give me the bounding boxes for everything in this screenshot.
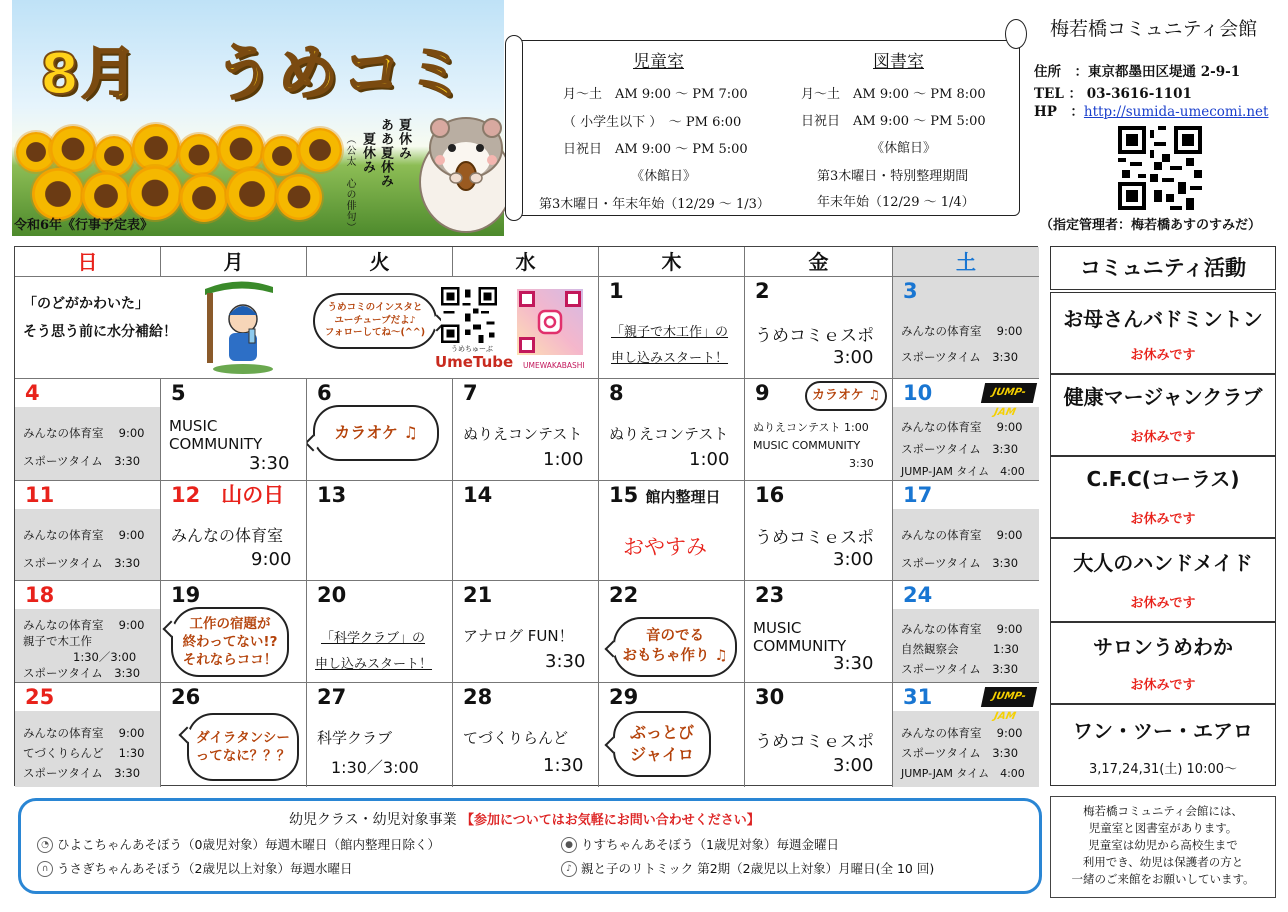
day-number: 28 <box>453 683 598 711</box>
maintenance-day-tag: 館内整理日 <box>645 488 721 506</box>
event-text: みんなの体育室 9:00 <box>901 420 1023 434</box>
children-closed-days: 第3木曜日・年末年始（12/29 ～ 1/3） <box>539 197 770 212</box>
sunflower-image <box>32 168 84 220</box>
bubble-tail <box>179 727 196 744</box>
poem-line-3: 夏休み <box>360 132 375 174</box>
boy-drinking-icon <box>201 279 277 375</box>
day-27 <box>307 683 453 787</box>
event-text: みんなの体育室 9:00 <box>23 528 145 542</box>
sunflower-image <box>132 124 180 172</box>
qr-code-icon[interactable] <box>1118 126 1202 210</box>
library-hours-line: 月～土 AM 9:00 ～ PM 8:00 <box>801 87 986 102</box>
day-3 <box>893 277 1039 379</box>
event-title: カラオケ ♫ <box>812 388 880 404</box>
infant-item-text: ひよこちゃんあそぼう（0歳児対象）毎週木曜日（館内整理日除く） <box>57 837 440 852</box>
event-title: MUSIC <box>169 417 218 435</box>
event-title: ぬりえコンテスト <box>463 425 583 443</box>
note-line: 児童室と図書室があります。 <box>1088 821 1238 835</box>
day-12 <box>161 481 307 581</box>
sunflower-image <box>94 136 134 176</box>
day-9 <box>745 379 893 481</box>
jump-jam-badge: JUMP-JAM <box>981 383 1037 403</box>
event-time: 1:30／3:00 <box>331 758 419 777</box>
sunflower-image <box>226 168 278 220</box>
day-13 <box>307 481 453 581</box>
event-time: 3:00 <box>833 347 874 368</box>
day-17 <box>893 481 1039 581</box>
weekday-monday: 月 <box>161 247 307 277</box>
library-closed-days: 年末年始（12/29 ～ 1/4） <box>817 195 975 210</box>
event-text: スポーツタイム 3:30 <box>23 766 141 780</box>
library-title: 図書室 <box>873 52 924 72</box>
event-text: スポーツタイム 3:30 <box>23 454 141 468</box>
gyro-bubble <box>613 711 711 777</box>
day-number: 14 <box>453 481 598 509</box>
day-21 <box>453 581 599 683</box>
bubble-tail <box>605 737 622 754</box>
aerobics-schedule: 3,17,24,31(土) 10:00～ <box>1088 762 1238 777</box>
org-hp-label: HP ： <box>1034 104 1084 120</box>
infant-item-text: うさぎちゃんあそぼう（2歳児以上対象）毎週水曜日 <box>57 861 353 876</box>
note-line: 梅若橋コミュニティ会館には、 <box>1083 804 1243 818</box>
event-time: 9:00 <box>251 549 292 570</box>
event-text: スポーツタイム 3:30 <box>23 556 141 570</box>
day-2 <box>745 277 893 379</box>
weekday-wednesday: 水 <box>453 247 599 277</box>
follow-us-line: うめコミのインスタと <box>327 301 423 313</box>
org-hp-link[interactable]: http://sumida-umecomi.net <box>1083 104 1269 120</box>
bubble-tail <box>307 435 321 452</box>
event-text: 申し込みスタート！ <box>611 351 729 366</box>
event-text: みんなの体育室 9:00 <box>23 426 145 440</box>
event-title: うめコミｅスポ <box>755 326 874 346</box>
sound-toy-bubble <box>613 617 737 677</box>
event-text: JUMP-JAM タイム 4:00 <box>901 465 1025 478</box>
event-time: 3:30 <box>249 453 290 474</box>
activity-name: サロンうめわか <box>1093 635 1233 659</box>
manager-label: （指定管理者：梅若橋あすのすみだ） <box>1040 218 1262 233</box>
day-8 <box>599 379 745 481</box>
month-title: 8月 <box>40 42 139 107</box>
event-text: スポーツタイム 3:30 <box>901 746 1019 760</box>
day-14 <box>453 481 599 581</box>
event-title: アナログ FUN！ <box>463 627 574 645</box>
bubble-tail <box>605 641 622 658</box>
day-26 <box>161 683 307 787</box>
follow-us-bubble <box>313 293 437 349</box>
day-number: 13 <box>307 481 452 509</box>
day-number: 1 <box>599 277 744 305</box>
day-number: 3 <box>893 277 1039 305</box>
activity-status: お休みです <box>1130 348 1196 363</box>
sunflower-image <box>218 126 264 172</box>
event-time: 1:30／3:00 <box>73 650 137 664</box>
day-24 <box>893 581 1039 683</box>
follow-us-line: ユーチューブだよ♪ <box>334 314 416 326</box>
day-19 <box>161 581 307 683</box>
sunflower-image <box>178 134 220 176</box>
day-number: 7 <box>453 379 598 407</box>
day-11 <box>15 481 161 581</box>
hydration-line-2: そう思う前に水分補給！ <box>23 324 177 340</box>
day-number: 17 <box>893 481 1039 509</box>
event-time: 1:30 <box>543 755 584 776</box>
day-23 <box>745 581 893 683</box>
event-text: てづくりらんど 1:30 <box>23 746 145 760</box>
day-number: 12 山の日 <box>161 481 306 509</box>
day-30 <box>745 683 893 787</box>
facility-note <box>1050 796 1276 898</box>
activity-item <box>1050 704 1276 786</box>
day-6 <box>307 379 453 481</box>
closed-label: おやすみ <box>623 535 707 559</box>
activity-status: お休みです <box>1130 512 1196 527</box>
infant-classes-box <box>18 798 1042 894</box>
bubble-line: ってなに？？？ <box>195 748 291 764</box>
event-text: 自然観察会 1:30 <box>901 642 1019 656</box>
day-29 <box>599 683 745 787</box>
infant-note: 【参加についてはお気軽にお問い合わせください】 <box>461 813 760 828</box>
event-title: カラオケ ♫ <box>334 423 418 443</box>
day-number: 6 <box>307 379 452 407</box>
poem-line-2: ああ夏休み <box>378 118 393 188</box>
day-number: 20 <box>307 581 452 609</box>
event-text: みんなの体育室 9:00 <box>23 726 145 740</box>
day-number: 27 <box>307 683 452 711</box>
day-number: 11 <box>15 481 160 509</box>
weekday-tuesday: 火 <box>307 247 453 277</box>
event-time: 1:00 <box>543 449 584 470</box>
scroll-curl <box>1005 19 1027 49</box>
day-22 <box>599 581 745 683</box>
activity-status: お休みです <box>1130 596 1196 611</box>
activity-status: お休みです <box>1130 678 1196 693</box>
poem-line-1: 夏休み <box>396 118 411 160</box>
infant-item <box>561 835 839 854</box>
activity-status: お休みです <box>1130 430 1196 445</box>
weekday-sunday: 日 <box>15 247 161 277</box>
library-closed-label: 《休館日》 <box>871 141 937 156</box>
calendar <box>14 246 1038 786</box>
activity-name: 健康マージャンクラブ <box>1063 385 1263 409</box>
children-hours-line: 日祝日 AM 9:00 ～ PM 5:00 <box>563 142 748 157</box>
activity-item <box>1050 456 1276 538</box>
infant-item <box>37 835 440 854</box>
bubble-line: 工作の宿題が <box>189 615 271 632</box>
day-18 <box>15 581 161 683</box>
umecomi-title: うめコミ <box>214 39 470 109</box>
activity-item <box>1050 622 1276 704</box>
bubble-line: 音のでる <box>646 628 704 645</box>
bubble-line: 終わってない!? <box>182 633 278 650</box>
day-number: 21 <box>453 581 598 609</box>
jump-jam-badge: JUMP-JAM <box>981 687 1037 707</box>
panel-title: コミュニティ活動 <box>1050 246 1276 290</box>
org-tel: TEL ： 03-3616-1101 <box>1034 86 1192 102</box>
summer-notice <box>15 277 599 379</box>
event-title: うめコミｅスポ <box>755 528 874 548</box>
day-number: 29 <box>609 685 639 709</box>
day-number: 31 <box>893 683 1039 711</box>
opening-hours-scroll <box>510 40 1020 216</box>
event-title: MUSIC <box>753 619 802 637</box>
library-closed-days: 第3木曜日・特別整理期間 <box>817 169 969 184</box>
day-15 <box>599 481 745 581</box>
day-16 <box>745 481 893 581</box>
follow-us-line: フォローしてね～(^^) <box>324 327 426 339</box>
umetube-label: UmeTube <box>435 353 514 371</box>
org-hp <box>1034 100 1268 120</box>
haiku-poem <box>318 118 416 234</box>
instagram-qr-code-icon[interactable] <box>515 287 585 357</box>
day-number: 5 <box>161 379 306 407</box>
infant-item-text: りすちゃんあそぼう（1歳児対象）毎週金曜日 <box>581 837 839 852</box>
hydration-line-1: 「のどがかわいた」 <box>23 296 149 312</box>
squirrel-icon: ● <box>561 837 577 853</box>
day-28 <box>453 683 599 787</box>
event-text: 「親子で木工作」の <box>611 325 729 340</box>
day-number: 18 <box>15 581 160 609</box>
day-number: 30 <box>745 683 892 711</box>
event-text: MUSIC COMMUNITY <box>753 439 861 452</box>
bubble-line: ぶっとび <box>629 723 694 743</box>
day-number: 9 <box>755 381 770 405</box>
infant-title-text: 幼児クラス・幼児対象事業 <box>289 812 457 828</box>
scroll-curl <box>505 35 523 221</box>
event-title: COMMUNITY <box>753 637 847 655</box>
day-number: 16 <box>745 481 892 509</box>
note-line: 児童室は幼児から高校生まで <box>1088 838 1238 852</box>
hamster-icon <box>410 106 514 234</box>
event-title: てづくりらんど <box>463 729 569 747</box>
sunflower-image <box>262 136 302 176</box>
event-time: 3:30 <box>545 651 586 672</box>
day-number: 4 <box>15 379 160 407</box>
event-text: 「科学クラブ」の <box>321 631 426 646</box>
children-hours-line: 月～土 AM 9:00 ～ PM 7:00 <box>563 87 748 102</box>
bubble-line: ジャイロ <box>630 745 694 764</box>
sunflower-image <box>82 172 130 220</box>
event-text: 申し込みスタート！ <box>315 657 433 672</box>
event-text: スポーツタイム 3:30 <box>23 666 141 680</box>
event-title: ぬりえコンテスト <box>609 425 729 443</box>
activity-item <box>1050 374 1276 456</box>
activity-name: 大人のハンドメイド <box>1073 551 1253 575</box>
day-number: 10 <box>893 379 1039 407</box>
karaoke-bubble <box>805 381 887 411</box>
event-time: 3:30 <box>833 653 874 674</box>
event-text: スポーツタイム 3:30 <box>901 662 1019 676</box>
event-text: ぬりえコンテスト 1:00 <box>753 421 869 434</box>
weekday-friday: 金 <box>745 247 893 277</box>
org-address: 住所 ：東京都墨田区堤通 2-9-1 <box>1034 64 1241 80</box>
day-25 <box>15 683 161 787</box>
library-hours-line: 日祝日 AM 9:00 ～ PM 5:00 <box>801 114 986 129</box>
music-icon: ♪ <box>561 861 577 877</box>
note-line: 利用でき、幼児は保護者の方と <box>1082 855 1244 869</box>
infant-item-text: 親と子のリトミック 第2期（2歳児以上対象）月曜日(全 10 回) <box>581 861 935 876</box>
umetube-ruby: うめちゅーぶ <box>451 345 493 353</box>
sunflower-image <box>128 166 182 220</box>
event-title: うめコミｅスポ <box>755 732 874 752</box>
event-time: 3:00 <box>833 755 874 776</box>
day-number: 22 <box>609 583 639 607</box>
event-text: みんなの体育室 9:00 <box>901 324 1023 338</box>
event-text: スポーツタイム 3:30 <box>901 350 1019 364</box>
poem-author: （公太 心の俳句） <box>344 134 355 233</box>
infant-item <box>561 859 934 878</box>
reiwa-schedule-label: 令和6年《行事予定表》 <box>14 218 154 233</box>
infant-title <box>289 809 760 829</box>
instagram-id: UMEWAKABASHI <box>523 361 585 370</box>
bubble-line: ダイラタンシー <box>196 729 290 746</box>
day-number: 25 <box>15 683 160 711</box>
event-text: みんなの体育室 9:00 <box>901 528 1023 542</box>
day-1 <box>599 277 745 379</box>
event-text: スポーツタイム 3:30 <box>901 556 1019 570</box>
event-title: COMMUNITY <box>169 435 263 453</box>
bubble-line: おもちゃ作り ♫ <box>622 648 728 664</box>
karaoke-bubble <box>313 405 439 461</box>
day-number-value: 15 <box>609 483 639 507</box>
event-title: みんなの体育室 <box>171 526 284 545</box>
infant-item <box>37 859 352 878</box>
bubble-line: それならココ！ <box>182 652 278 669</box>
org-name: 梅若橋コミュニティ会館 <box>1050 18 1258 40</box>
day-4 <box>15 379 161 481</box>
event-time: 3:30 <box>849 457 874 470</box>
children-hours-line: （ 小学生以下 ） ～ PM 6:00 <box>563 115 742 130</box>
rabbit-icon: ∩ <box>37 861 53 877</box>
day-number <box>599 481 744 509</box>
activity-item <box>1050 292 1276 374</box>
dilatancy-bubble <box>187 713 299 781</box>
day-number: 19 <box>171 583 201 607</box>
community-activities-panel <box>1050 246 1276 786</box>
bubble-tail <box>163 621 180 638</box>
activity-name: お母さんバドミントン <box>1063 307 1263 331</box>
sunflower-image <box>50 126 96 172</box>
day-number: 8 <box>599 379 744 407</box>
event-text: みんなの体育室 9:00 <box>23 618 145 632</box>
day-7 <box>453 379 599 481</box>
event-text: 親子で木工作 <box>23 634 92 648</box>
activity-name: C.F.C(コーラス) <box>1086 467 1240 491</box>
day-20 <box>307 581 453 683</box>
youtube-qr-code-icon[interactable] <box>441 287 497 343</box>
day-number: 2 <box>745 277 892 305</box>
children-closed-label: 《休館日》 <box>631 169 697 184</box>
weekday-thursday: 木 <box>599 247 745 277</box>
event-text: みんなの体育室 9:00 <box>901 622 1023 636</box>
event-text: スポーツタイム 3:30 <box>901 442 1019 456</box>
chick-icon: ◔ <box>37 837 53 853</box>
sunflower-image <box>276 174 322 220</box>
day-10 <box>893 379 1039 481</box>
event-title: 科学クラブ <box>317 729 393 747</box>
weekday-saturday: 土 <box>893 247 1039 277</box>
day-5 <box>161 379 307 481</box>
event-time: 3:00 <box>833 549 874 570</box>
children-room-title: 児童室 <box>633 52 684 72</box>
day-number: 24 <box>893 581 1039 609</box>
day-number: 23 <box>745 581 892 609</box>
event-time: 1:00 <box>689 449 730 470</box>
note-line: 一緒のご来館をお願いしています。 <box>1071 872 1255 886</box>
event-text: JUMP-JAM タイム 4:00 <box>901 767 1025 780</box>
activity-item <box>1050 538 1276 622</box>
sunflower-image <box>180 174 228 222</box>
event-text: みんなの体育室 9:00 <box>901 726 1023 740</box>
day-31 <box>893 683 1039 787</box>
day-number: 26 <box>171 685 201 709</box>
activity-name: ワン・ツー・エアロ <box>1073 719 1253 743</box>
homework-bubble <box>171 607 289 677</box>
